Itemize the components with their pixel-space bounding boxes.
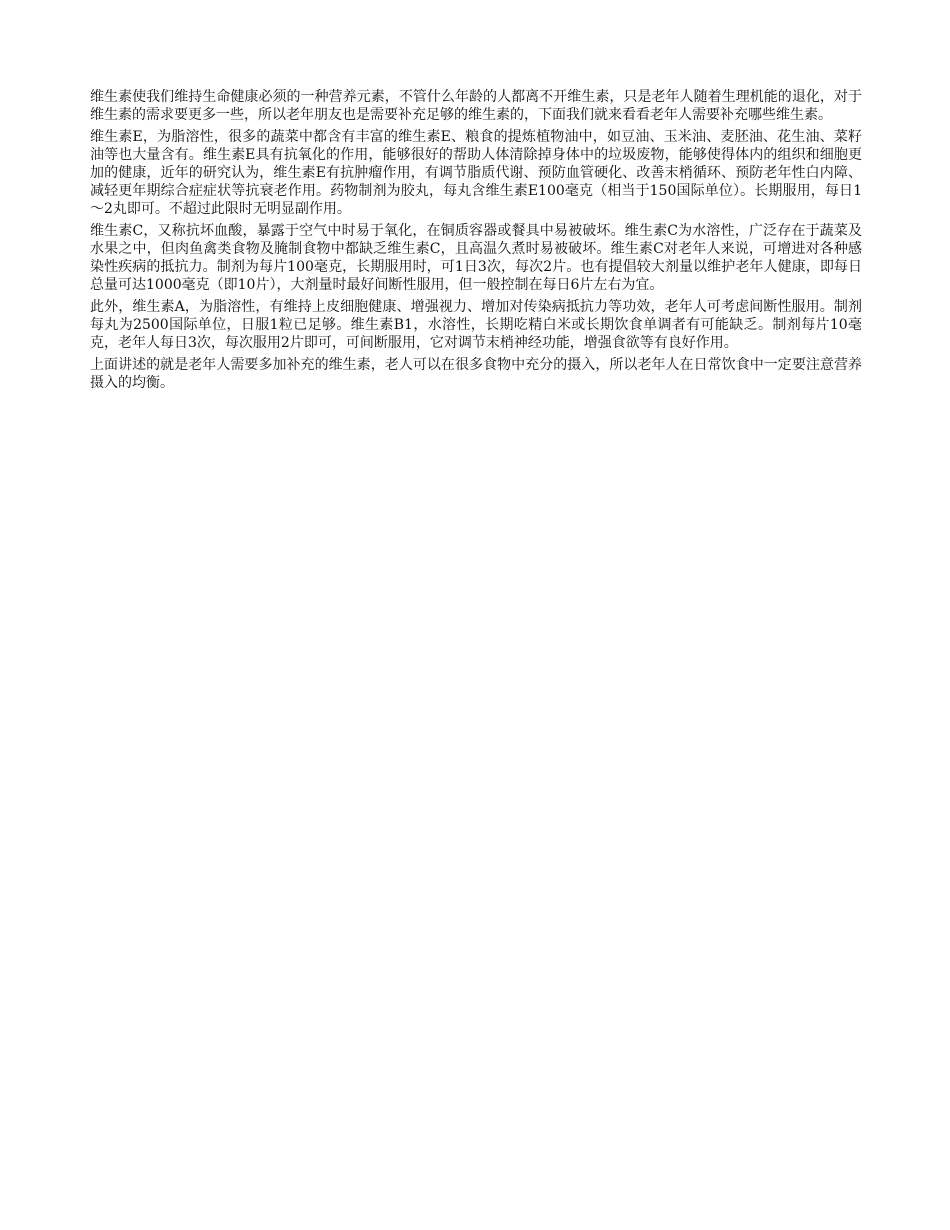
intro-paragraph: 维生素使我们维持生命健康必须的一种营养元素，不管什么年龄的人都离不开维生素，只是老年人随着生理机能的退化，对于维生素的需求要更多一些，所以老年朋友也是需要补充足够的维生素的，下面我们就来看看老年人需要补充哪些维生素。 (90, 89, 862, 123)
vitamin-e-paragraph: 维生素E，为脂溶性，很多的蔬菜中都含有丰富的维生素E、粮食的提炼植物油中，如豆油、玉米油、麦胚油、花生油、菜籽油等也大量含有。维生素E具有抗氧化的作用，能够很好的帮助人体清除掉身体中的垃圾废物，能够使得体内的组织和细胞更加的健康，近年的研究认为，维生素E有抗肿瘤作用，有调节脂质代谢、预防血管硬化、改善末梢循环、预防老年性白内障、减轻更年期综合症症状等抗衰老作用。药物制剂为胶丸，每丸含维生素E100毫克（相当于150国际单位）。长期服用，每日1～2丸即可。不超过此限时无明显副作用。 (90, 129, 862, 217)
conclusion-paragraph: 上面讲述的就是老年人需要多加补充的维生素，老人可以在很多食物中充分的摄入，所以老年人在日常饮食中一定要注意营养摄入的均衡。 (90, 357, 862, 391)
document-body (90, 88, 862, 396)
vitamin-c-paragraph: 维生素C，又称抗坏血酸，暴露于空气中时易于氧化，在铜质容器或餐具中易被破坏。维生素C为水溶性，广泛存在于蔬菜及水果之中，但肉鱼禽类食物及腌制食物中都缺乏维生素C，且高温久煮时易被破坏。维生素C对老年人来说，可增进对各种感染性疾病的抵抗力。制剂为每片100毫克，长期服用时，可1日3次，每次2片。也有提倡较大剂量以维护老年人健康，即每日总量可达1000毫克（即10片），大剂量时最好间断性服用，但一般控制在每日6片左右为宜。 (90, 223, 862, 293)
vitamin-a-b1-paragraph: 此外，维生素A，为脂溶性，有维持上皮细胞健康、增强视力、增加对传染病抵抗力等功效，老年人可考虑间断性服用。制剂每丸为2500国际单位，日服1粒已足够。维生素B1，水溶性，长期吃精白米或长期饮食单调者有可能缺乏。制剂每片10毫克，老年人每日3次，每次服用2片即可，可间断服用，它对调节末梢神经功能，增强食欲等有良好作用。 (90, 299, 862, 351)
